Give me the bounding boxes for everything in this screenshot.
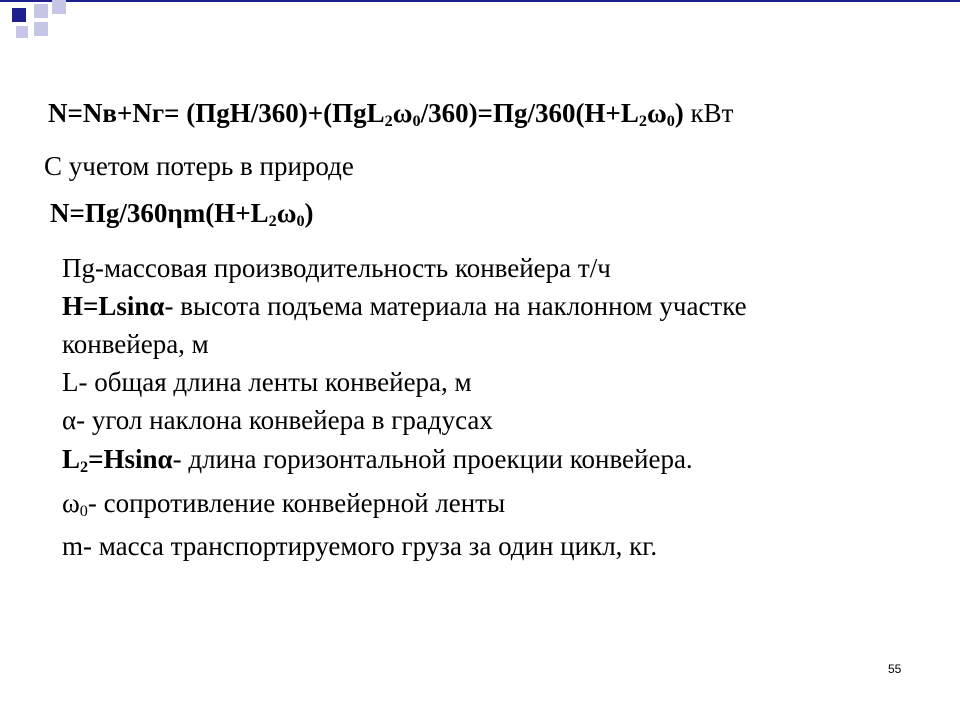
power-formula: $N=Nв+Nг= (ПgH/360)+(ПgL_2\omega_0/360)=Пg/360(H+L_2\omega_0)$ кВт [48, 98, 734, 131]
power-formula-with-losses: $N=Пg/360\eta m(H+L_2\omega_0)$ [50, 198, 314, 231]
page-number: 55 [888, 662, 902, 676]
deco-square [34, 4, 48, 18]
deco-square [12, 8, 26, 22]
deco-square [52, 0, 66, 14]
definition-resistance: $\omega_0-$ сопротивление конвейерной ленты [62, 488, 506, 521]
top-border [0, 0, 960, 2]
definition-height: H=Lsinα- высота подъема материала на наклонном участке [62, 291, 747, 321]
unit-label: кВт [683, 98, 734, 128]
definition-productivity: Пg-массовая производительность конвейера т/ч [62, 253, 611, 283]
definition-mass: m- масса транспортируемого груза за один цикл, кг. [62, 531, 658, 561]
deco-square [34, 22, 48, 36]
definition-angle: α- угол наклона конвейера в градусах [62, 405, 493, 435]
definition-height-continued: конвейера, м [62, 329, 209, 359]
definition-length: L- общая длина ленты конвейера, м [62, 367, 472, 397]
losses-subtitle: С учетом потерь в природе [44, 151, 354, 181]
corner-decoration [0, 0, 960, 40]
definition-horizontal-projection: $L_2=Hsin\alpha-$ длина горизонтальной проекции конвейера. [62, 444, 693, 477]
deco-square [16, 26, 28, 38]
